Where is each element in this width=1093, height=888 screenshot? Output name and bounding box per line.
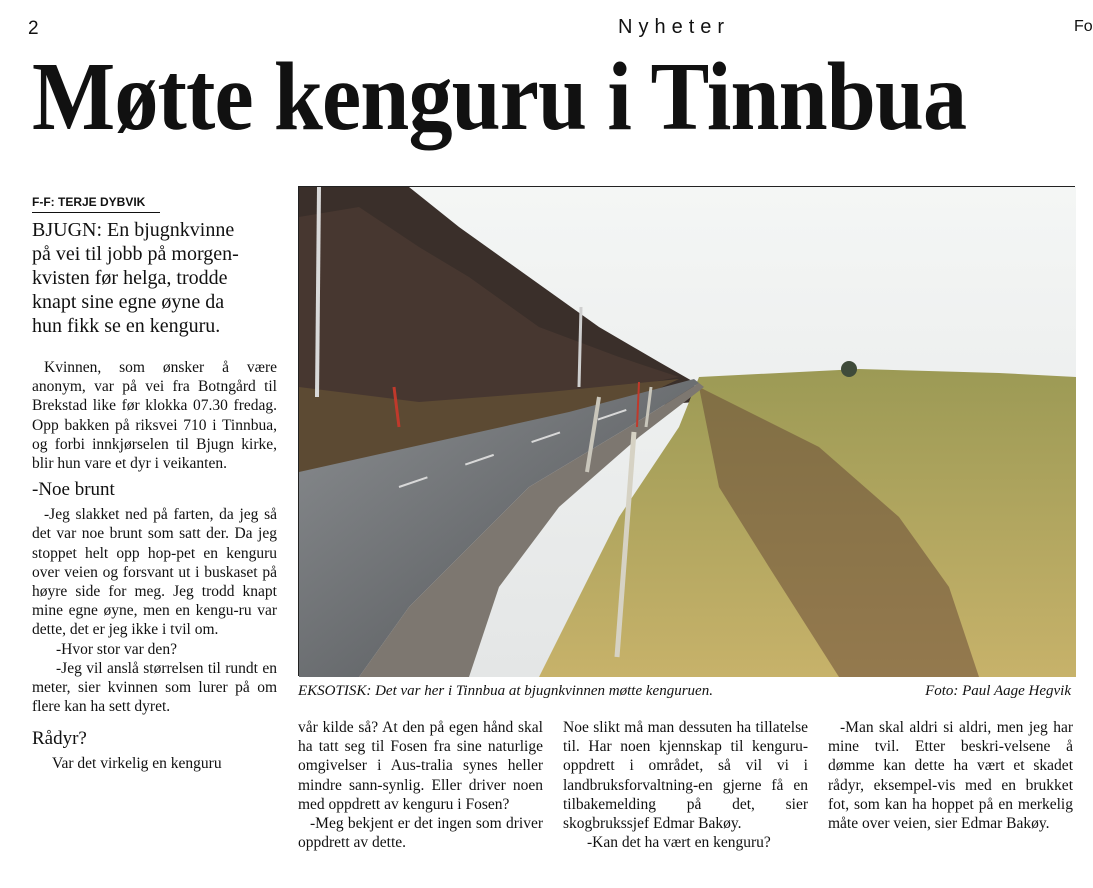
page-number: 2 <box>28 18 39 39</box>
paragraph: Var det virkelig en kenguru <box>52 755 222 773</box>
column-4 <box>828 718 1073 833</box>
caption-text: EKSOTISK: Det var her i Tinnbua at bjugnkvinnen møtte kenguruen. <box>298 683 713 699</box>
photo-credit: Foto: Paul Aage Hegvik <box>925 683 1071 699</box>
paragraph: -Hvor stor var den? <box>56 640 177 658</box>
paragraph: vår kilde så? At den på egen hånd skal ha tatt seg til Fosen fra sine naturlige omgivelser i Aus-tralia synes heller mindre sann-synlig. Eller driver noen med oppdrett av kenguru i Fosen? <box>298 719 543 813</box>
column-2 <box>298 718 543 852</box>
paragraph: -Man skal aldri si aldri, men jeg har mine tvil. Etter beskri-velsene å dømme kan dette ha vært et skadet rådyr, eksempel-vis med en brukket fot, som kan ha hoppet på en merkelig måte over veien, sier Edmar Bakøy. <box>828 719 1073 833</box>
paragraph: -Jeg slakket ned på farten, da jeg så det var noe brunt som satt der. Da jeg stoppet helt opp hop-pet en kenguru over veien og forsvant ut i buskaset på høyre side for meg. Jeg trodd knapt mine egne øyne, men en kengu-ru var dette, det er jeg ikke i tvil om. <box>32 506 277 639</box>
paragraph: Noe slikt må man dessuten ha tillatelse til. Har noen kjennskap til kenguru-oppdrett i området, så vil vi i landbruksforvaltning-en gjerne få en tilbakemelding på det, sier skogbrukssjef Edmar Bakøy. <box>563 719 808 833</box>
road-landscape-image <box>299 187 1076 677</box>
photo-caption <box>298 683 1075 700</box>
section-title: Nyheter <box>618 16 731 38</box>
subheading: Rådyr? <box>32 728 87 750</box>
article-photo <box>298 186 1075 676</box>
lead-paragraph: BJUGN: En bjugnkvinne på vei til jobb på morgen-kvisten før helga, trodde knapt sine egne øyne da hun fikk se en kenguru. <box>32 219 239 337</box>
column-1 <box>32 358 277 774</box>
column-3 <box>563 718 808 852</box>
subheading: -Noe brunt <box>32 479 115 501</box>
byline: F-F: TERJE DYBVIK <box>32 195 160 213</box>
paragraph: -Meg bekjent er det ingen som driver oppdrett av dette. <box>298 815 543 852</box>
paragraph: Kvinnen, som ønsker å være anonym, var på vei fra Botngård til Brekstad like før klokka 07.30 fredag. Opp bakken på riksvei 710 i Tinnbua, og forbi innkjørselen til Bjugn kirke, blir hun vare et dyr i veikanten. <box>32 359 277 473</box>
paragraph: -Jeg vil anslå størrelsen til rundt en meter, sier kvinnen som lurer på om flere kan ha sett dyret. <box>32 659 277 716</box>
paragraph: -Kan det ha vært en kenguru? <box>587 834 771 852</box>
corner-text: Fo <box>1074 18 1093 35</box>
headline: Møtte kenguru i Tinnbua <box>32 43 967 151</box>
